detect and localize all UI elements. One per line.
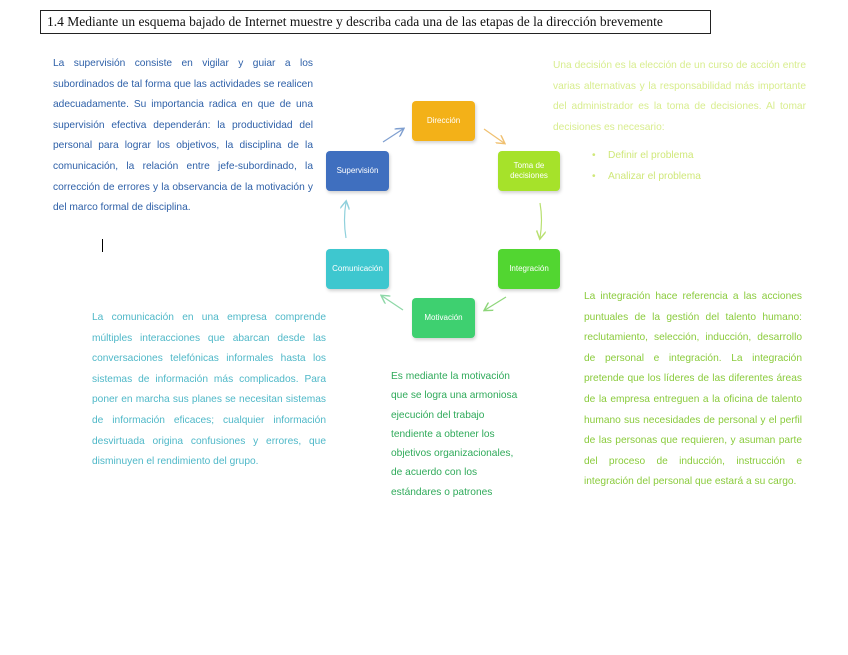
bullet-icon: • xyxy=(592,150,596,161)
node-label: Dirección xyxy=(426,116,461,125)
arrow-integracion-to-motivacion xyxy=(485,297,506,310)
arrow-supervision-to-direccion xyxy=(383,129,403,142)
bullet-icon: • xyxy=(592,170,596,182)
node-motivacion xyxy=(412,298,475,338)
list-item-text: Analizar el problema xyxy=(608,170,701,182)
node-label: Motivación xyxy=(424,313,463,322)
node-label: Comunicación xyxy=(332,264,383,273)
node-toma-de-decisiones xyxy=(498,151,560,191)
node-label: Integración xyxy=(509,264,549,273)
supervision-description: La supervisión consiste en vigilar y guiar a los subordinados de tal forma que las actividades se realicen adecuadamente. Su importancia radica en que de una supervisión efectiva dependerán: la productividad del personal para lograr los objetivos, la disciplina de la comunicación, la relación entre jefe-subordinado, la corrección de errores y la observancia de la motivación y del marco formal de disciplina. xyxy=(53,58,313,214)
arrow-direccion-to-toma xyxy=(484,129,504,143)
arrow-motivacion-to-comunicacion xyxy=(382,296,403,310)
node-supervision xyxy=(326,151,389,191)
communication-description: La comunicación en una empresa comprende múltiples interacciones que abarcan desde las conversaciones telefónicas informales hasta los sistemas de información más complicados. Para poner en marcha sus planes se necesitan sistemas de información eficaces; cualquier información desvirtuada origina confusiones y errores, que disminuyen el rendimiento del grupo. xyxy=(92,312,326,468)
document-title: 1.4 Mediante un esquema bajado de Internet muestre y describa cada una de las etapas de la dirección brevemente xyxy=(40,10,711,34)
decision-description: Una decisión es la elección de un curso de acción entre varias alternativas y la responsabilidad más importante del administrador es la toma de decisiones. Al tomar decisiones es necesario: xyxy=(553,60,806,133)
node-label: Toma de decisiones xyxy=(510,161,548,180)
arrow-comunicacion-to-supervision xyxy=(345,202,347,238)
node-direccion xyxy=(412,101,475,141)
arrow-toma-to-integracion xyxy=(540,203,542,238)
motivation-description: Es mediante la motivación que se logra una armoniosa ejecución del trabajo tendiente a obtener los objetivos organizacionales, de acuerdo con los estándares o patrones xyxy=(391,371,518,498)
node-label: Supervisión xyxy=(336,166,379,175)
integration-description: La integración hace referencia a las acciones puntuales de la gestión del talento humano: reclutamiento, selección, inducción, desarrollo de personal e integración. La integración pretende que los líderes de las diferentes áreas de la empresa entreguen a la oficina de talento humano sus necesidades de personal y el perfil de las personas que requieren, y asuman parte del proceso de inducción, instrucción e integración del personal que estará a su cargo. xyxy=(584,291,802,488)
list-item-text: Definir el problema xyxy=(608,150,694,161)
node-integracion xyxy=(498,249,560,289)
node-comunicacion xyxy=(326,249,389,289)
